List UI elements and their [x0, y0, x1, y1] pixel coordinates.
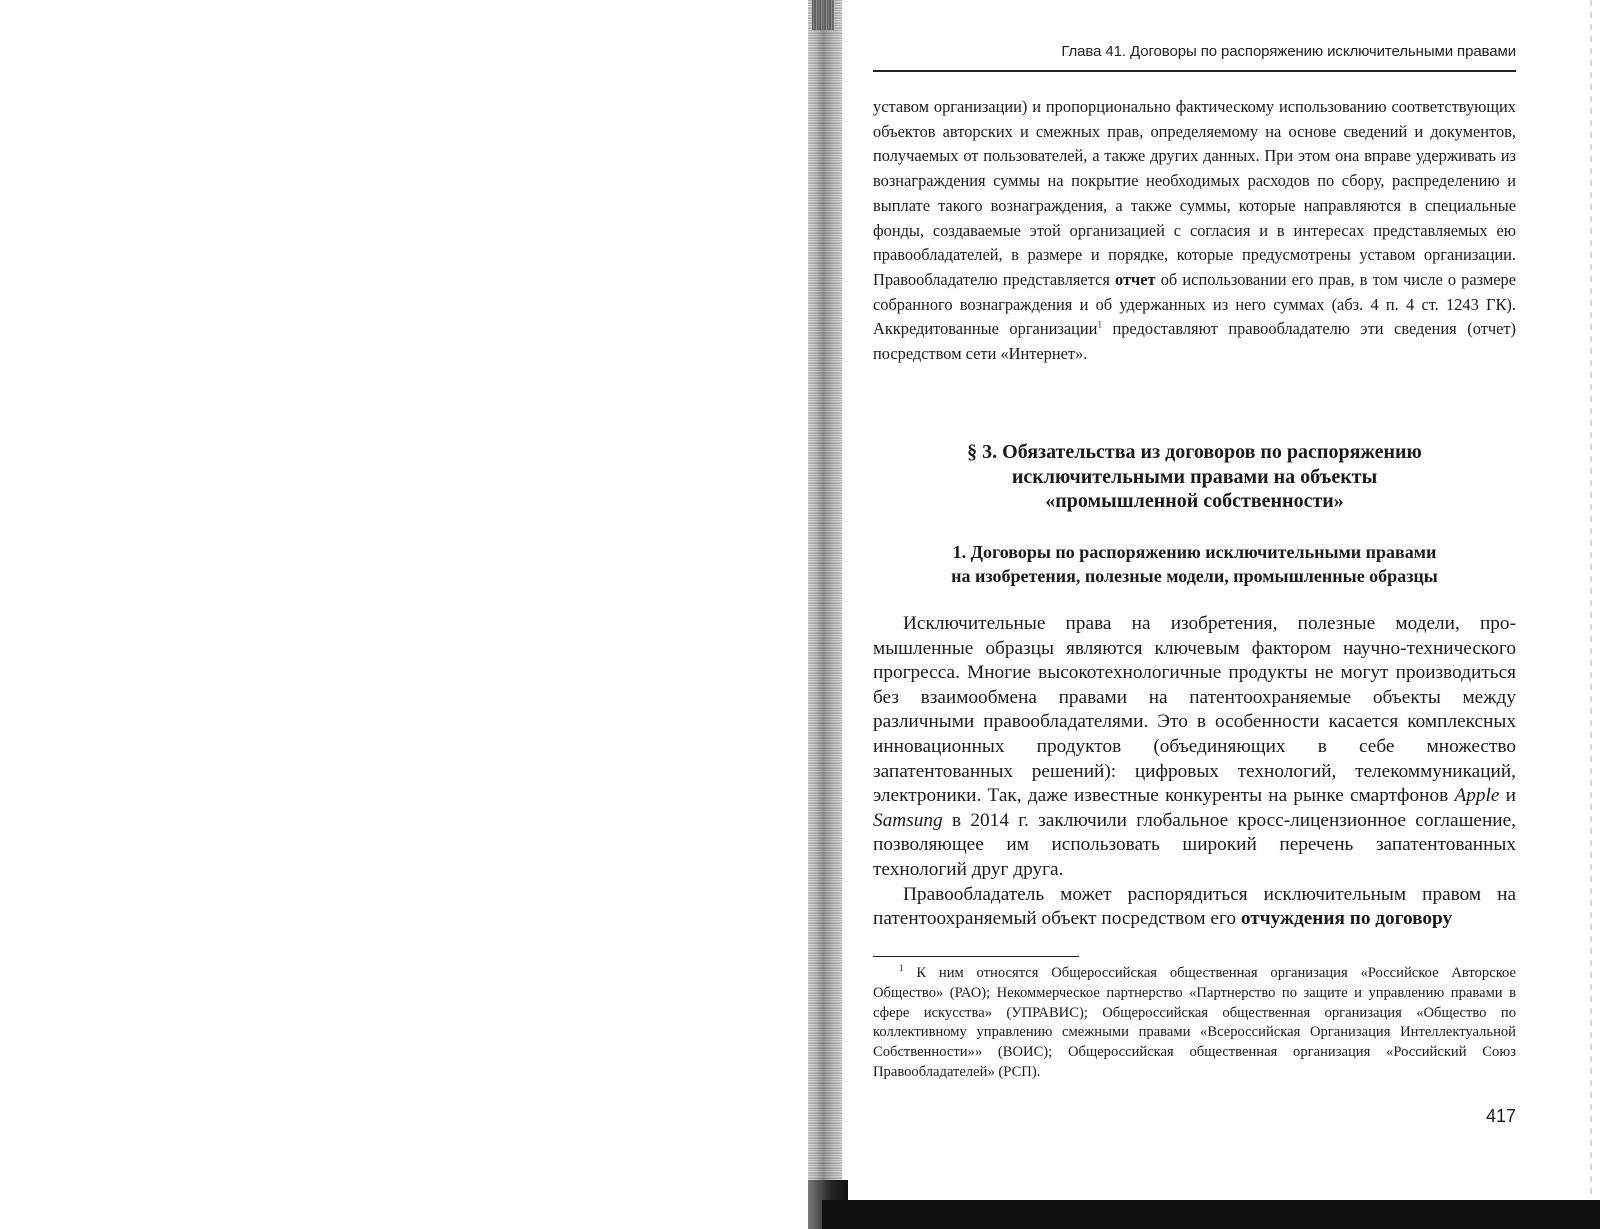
scan-bottom-shadow [822, 1200, 1600, 1229]
header-rule [873, 70, 1516, 72]
footnote-reference[interactable]: 1 [1097, 319, 1102, 330]
text-run: предоставляют правообладателю эти сведения (отчет) посредством сети «Интернет». [873, 319, 1516, 364]
text-run: об использовании его прав, в том числе о размере собранного вознаграждения и об удержанных из него суммах (абз. 4 п. 4 ст. 1243 ГК). Аккредитованные организации [873, 269, 1516, 339]
italic-term: Apple [1454, 785, 1500, 807]
subsection-heading-line: 1. Договоры по распоряжению исключительными правами [952, 542, 1437, 562]
text-run: уставом организации) и пропорционально фактическому использованию соответствующих объектов авторских и смежных прав, определяемому на основе сведений и документов, получаемых от пользователей, а также других данных. При этом она вправе удерживать из вознаграждения суммы на покрытие необходимых расходов по сбору, распределению и выплате такого вознаграждения, а также суммы, которые направляются в специальные фонды, создаваемые этой организацией с согласия и в интересах представляемых ею правообладателей, в размере и порядке, которые предусмотрены уставом организации. Правообладателю представляется [873, 97, 1516, 289]
book-binding-gutter [808, 0, 842, 1229]
main-paragraph [873, 883, 1516, 932]
running-head: Глава 41. Договоры по распоряжению исключительными правами [1061, 43, 1516, 60]
section-heading [873, 440, 1516, 514]
section-heading-line: исключительными правами на объекты [1011, 465, 1378, 488]
main-paragraph [873, 612, 1516, 883]
text-run: в 2014 г. заключили глобальное кросс-лицензионное соглашение, позволяющее им использовать широкий перечень запатентованных технологий друг друга. [873, 809, 1516, 880]
footnote-separator [873, 956, 1079, 957]
binding-scan-noise [812, 0, 834, 30]
subsection-heading-line: на изобретения, полезные модели, промышленные образцы [951, 566, 1438, 586]
bold-term: отчуждения по договору [1240, 908, 1453, 930]
text-run: Исключительные права на изобретения, полезные модели, промышленные образцы являются ключевым фактором научно-технического прогресса. Многие высокотехнологичные продукты не могут производиться без взаимообмена правами на патентоохраняемые объекты между различными правообладателями. Это в особенности касается комплексных инновационных продуктов (объединяющих в себе множество запатентованных решений): цифровых технологий, телекоммуникаций, электроники. Так, даже известные конкуренты на рынке смартфонов [873, 613, 1516, 807]
page-edge-marks [1590, 0, 1592, 1200]
section-heading-line: «промышленной собственности» [1045, 490, 1344, 512]
top-paragraph [873, 95, 1516, 367]
footnote [873, 964, 1516, 1083]
footnote-number: 1 [899, 963, 904, 974]
italic-term: Samsung [873, 809, 943, 831]
text-run: Правообладатель может распорядиться исключительным правом на патентоохраняемый объект посредством его [873, 883, 1516, 930]
main-body [873, 612, 1516, 932]
subsection-heading [873, 540, 1516, 588]
text-run: и [1499, 785, 1516, 807]
footnote-text: К ним относятся Общероссийская общественная организация «Российское Авторское Общество» (РАО); Некоммерческое партнерство «Партнерство по защите и управлению правами в сфере искусства» (УПРАВИС); Общероссийская общественная организация «Общество по коллективному управлению смежными правами «Всероссийская Организация Интеллектуальной Собственности»» (ВОИС); Общероссийская общественная организация «Российский Союз Правообладателей» (РСП). [873, 965, 1516, 1080]
bold-term: отчет [1115, 269, 1156, 289]
section-heading-line: § 3. Обязательства из договоров по распоряжению [967, 441, 1422, 463]
top-paragraph-text [873, 95, 1516, 367]
page-number: 417 [1485, 1106, 1516, 1126]
